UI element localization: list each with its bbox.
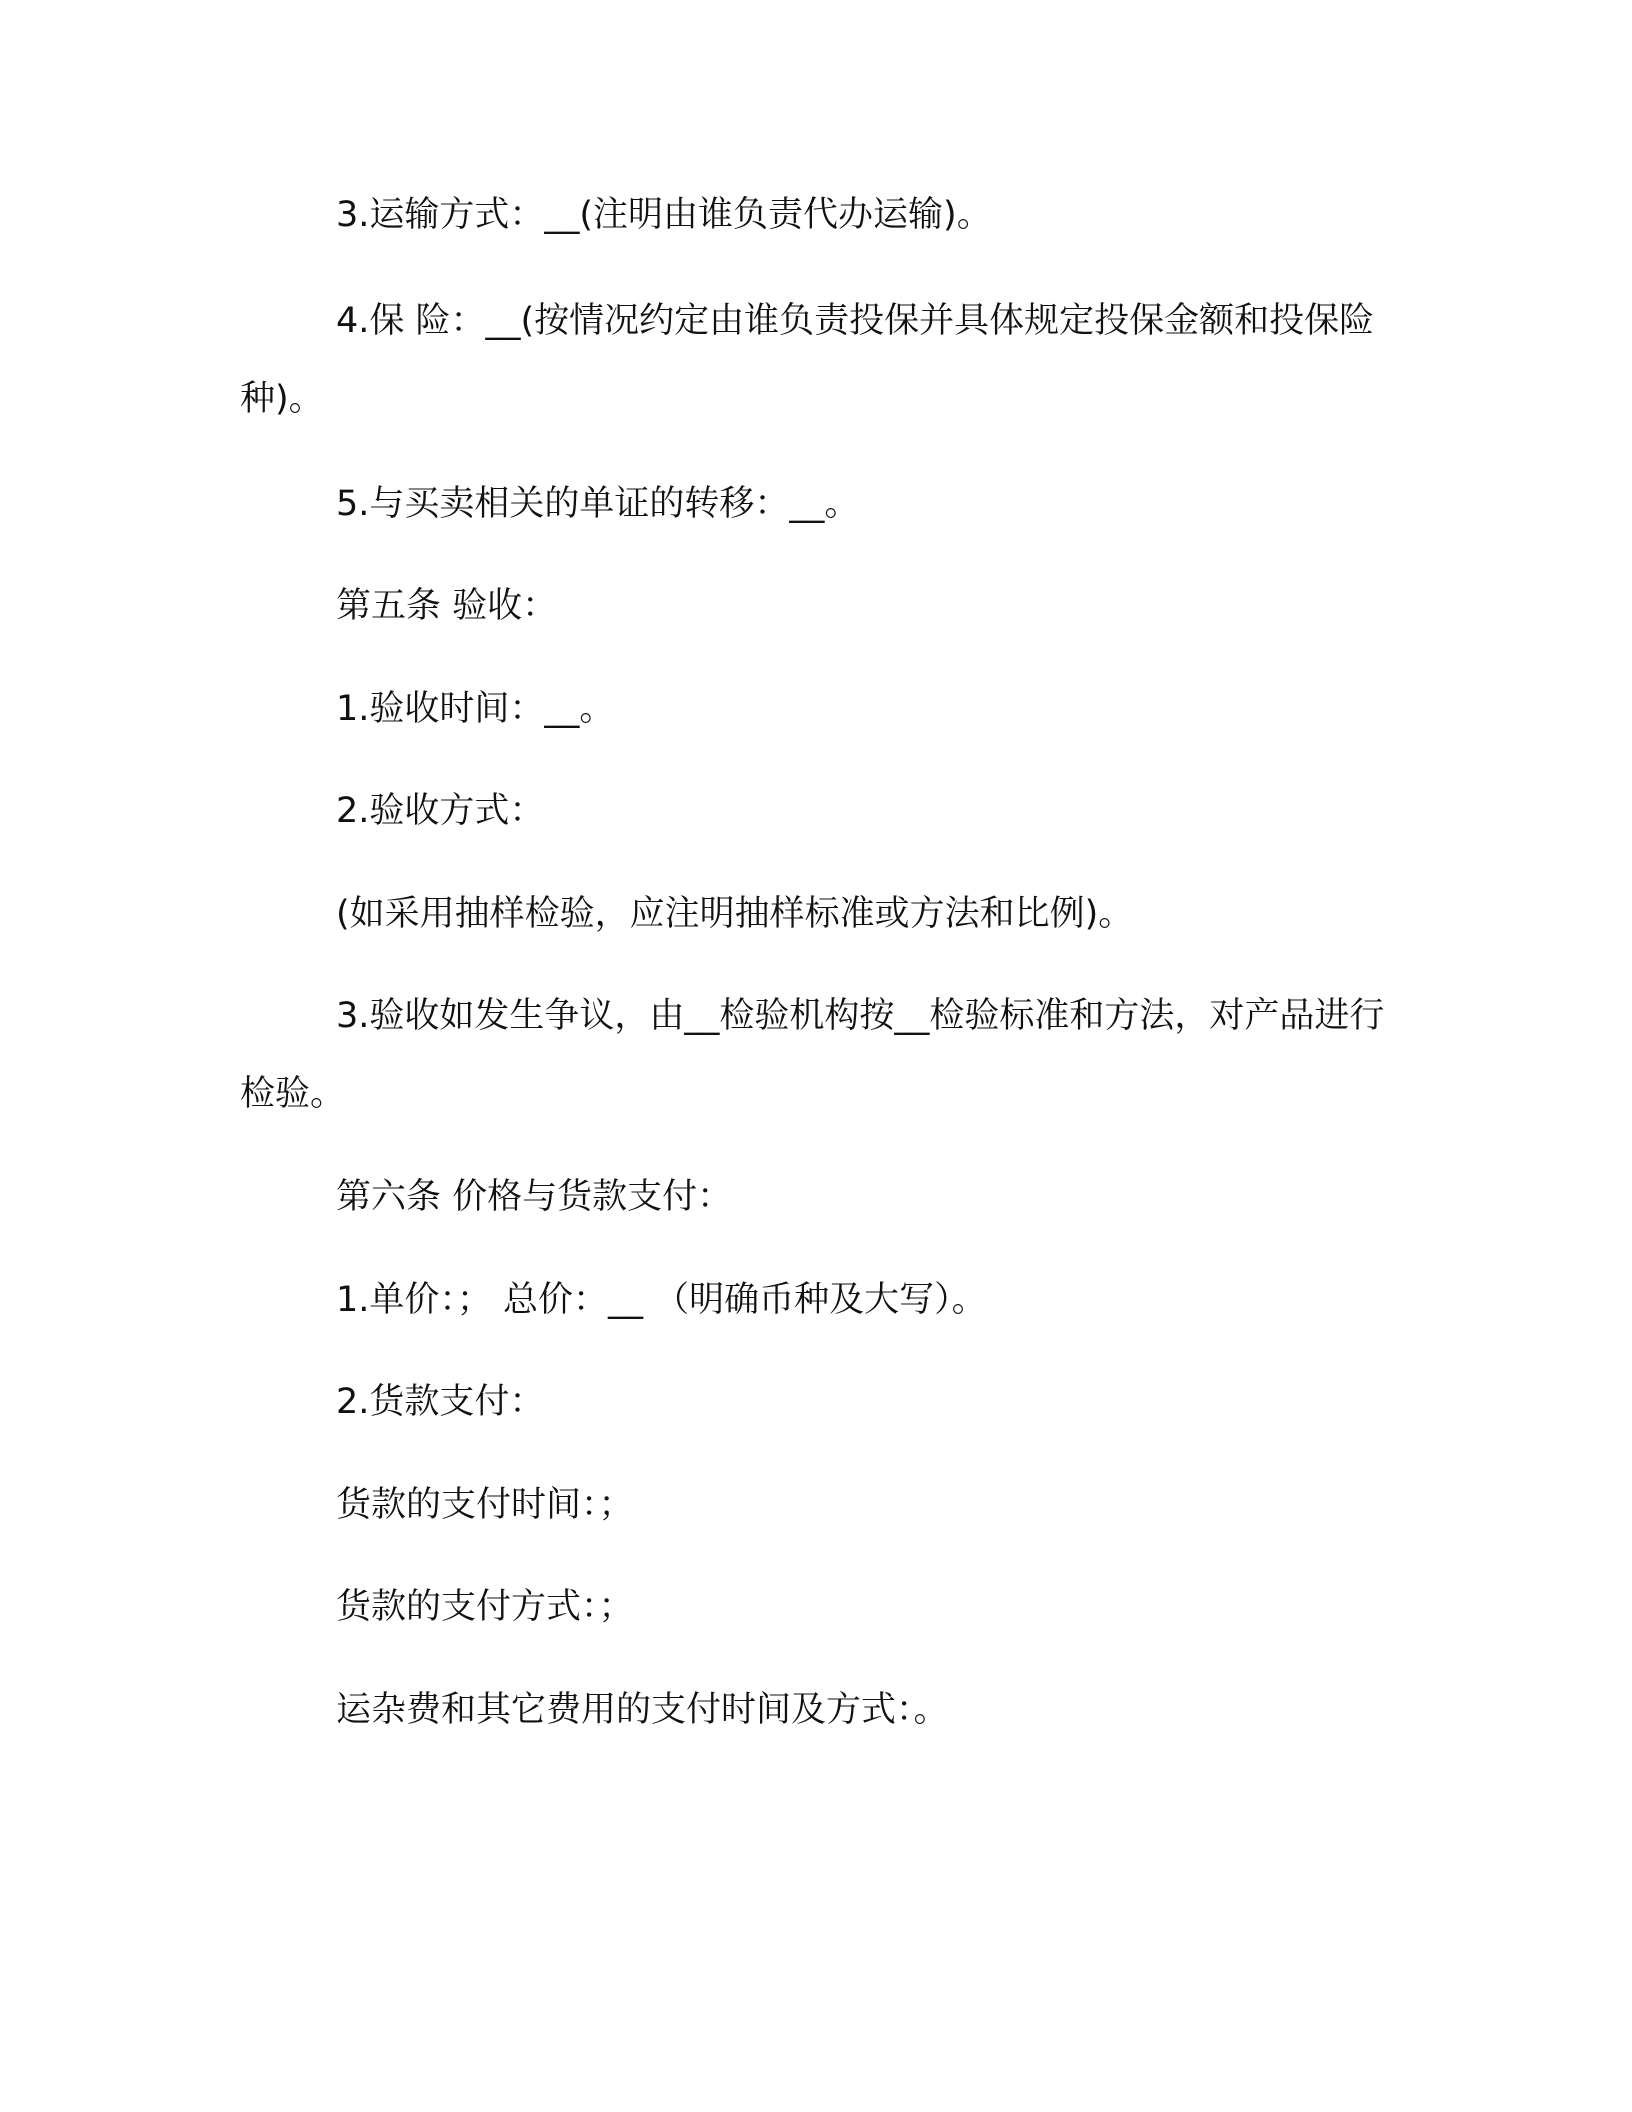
- heading-article-6-price-payment: 第六条 价格与货款支付：: [336, 1177, 733, 1217]
- paragraph-sampling-note: (如采用抽样检验，应注明抽样标准或方法和比例)。: [336, 894, 1134, 934]
- paragraph-payment-time: 货款的支付时间：；: [336, 1485, 634, 1525]
- paragraph-transport-method: 3.运输方式：__(注明由谁负责代办运输)。: [336, 195, 992, 235]
- paragraph-payment: 2.货款支付：: [336, 1382, 545, 1422]
- heading-article-5-acceptance: 第五条 验收：: [336, 586, 558, 626]
- paragraph-acceptance-time: 1.验收时间：__。: [336, 689, 615, 729]
- paragraph-document-transfer: 5.与买卖相关的单证的转移：__。: [336, 484, 860, 524]
- paragraph-payment-method: 货款的支付方式：；: [336, 1587, 634, 1627]
- paragraph-acceptance-method: 2.验收方式：: [336, 791, 545, 831]
- paragraph-insurance: 4.保 险：__(按情况约定由谁负责投保并具体规定投保金额和投保险种)。: [240, 301, 1375, 419]
- paragraph-freight-other-fees: 运杂费和其它费用的支付时间及方式：。: [336, 1690, 949, 1730]
- paragraph-acceptance-dispute: 3.验收如发生争议，由__检验机构按__检验标准和方法，对产品进行检验。: [240, 996, 1385, 1114]
- paragraph-unit-total-price: 1.单价：； 总价：__ （明确币种及大写）。: [336, 1280, 987, 1320]
